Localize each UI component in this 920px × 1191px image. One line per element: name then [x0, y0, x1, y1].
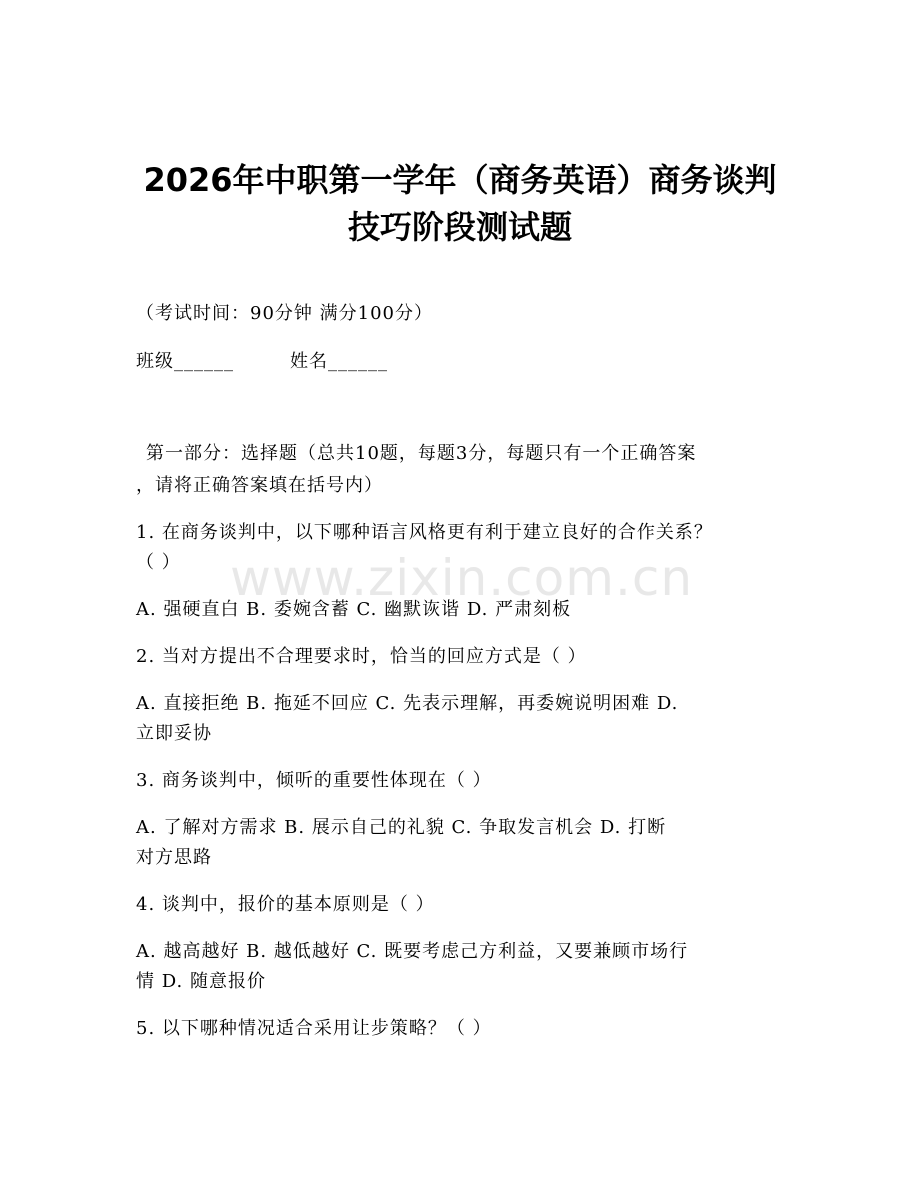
student-info-row	[136, 350, 796, 374]
watermark: www.zixin.com.cn	[230, 549, 694, 607]
question-1-stem: 1. 在商务谈判中，以下哪种语言风格更有利于建立良好的合作关系？	[136, 522, 713, 543]
exam-info: （考试时间：90分钟 满分100分）	[136, 303, 433, 324]
question-4-options: A. 越高越好 B. 越低越好 C. 既要考虑己方利益，又要兼顾市场行	[136, 941, 689, 962]
question-4-stem: 4. 谈判中，报价的基本原则是（ ）	[136, 894, 435, 915]
document-title-line-1: 2026年中职第一学年（商务英语）商务谈判	[143, 161, 777, 199]
class-label: 班级______	[136, 351, 234, 372]
name-label: 姓名______	[290, 351, 388, 372]
document-title-line-2: 技巧阶段测试题	[347, 208, 572, 246]
section-heading-line-2: ，请将正确答案填在括号内）	[136, 475, 383, 496]
question-1-stem-continued: （ ）	[136, 552, 181, 573]
question-2-options-continued: 立即妥协	[136, 723, 212, 744]
question-3-options-continued: 对方思路	[136, 847, 212, 868]
question-2-stem: 2. 当对方提出不合理要求时，恰当的回应方式是（ ）	[136, 646, 587, 667]
question-4-options-continued: 情 D. 随意报价	[136, 971, 266, 992]
question-1-options: A. 强硬直白 B. 委婉含蓄 C. 幽默诙谐 D. 严肃刻板	[136, 599, 572, 620]
question-3-stem: 3. 商务谈判中，倾听的重要性体现在（ ）	[136, 770, 492, 791]
question-5-stem: 5. 以下哪种情况适合采用让步策略？（ ）	[136, 1018, 492, 1039]
question-3-options: A. 了解对方需求 B. 展示自己的礼貌 C. 争取发言机会 D. 打断	[136, 817, 667, 838]
section-heading-line-1: 第一部分：选择题（总共10题，每题3分，每题只有一个正确答案	[146, 443, 697, 464]
question-2-options: A. 直接拒绝 B. 拖延不回应 C. 先表示理解，再委婉说明困难 D.	[136, 693, 679, 714]
